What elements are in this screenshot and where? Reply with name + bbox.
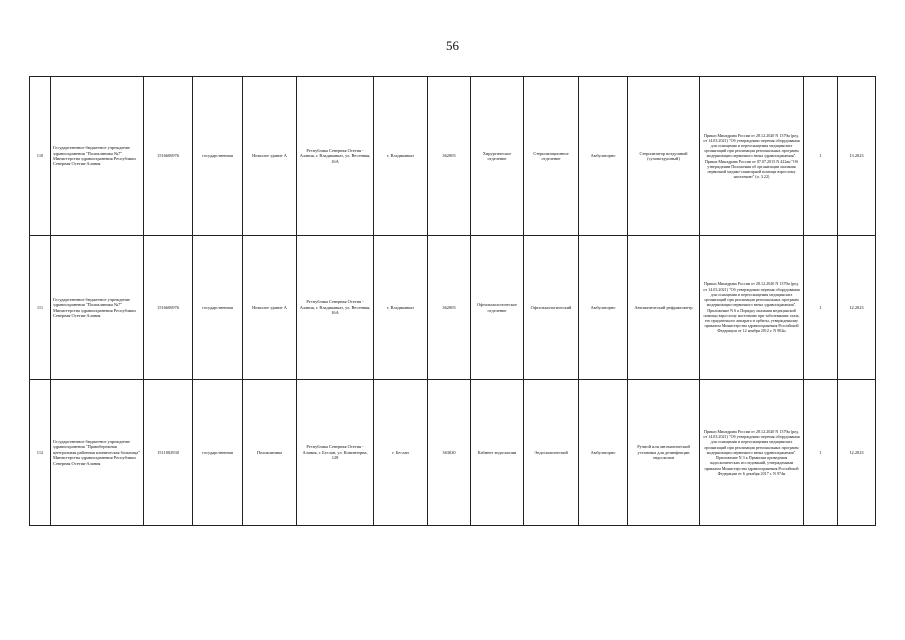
org-name: Государственное бюджетное учреждение здравоохранения "Правобережная центральная районная клиническая больница" Министерства здравоохранения Республики Северная Осетия-Алания <box>51 380 144 526</box>
equipment: Ручной или автоматический установка для дезинфекции эндоскопов <box>628 380 700 526</box>
quantity: 1 <box>804 77 838 236</box>
requirements: Приказ Минздрава России от 28.12.2020 N 1379н (ред. от 14.03.2021) "Об утверждении перечня оборудования для оснащения и переоснащения медицинских организаций при реализации региональных программ модернизации первичного звена здравоохранения". Приложение N 6 к Порядку оказания медицинской помощи взрослому населению при заболеваниях глаза, его придаточного аппарата и орбиты, утвержденному приказом Министерства здравоохранения Российской Федерации от 12 ноября 2012 г. N 902н <box>700 236 804 380</box>
unit: Хирургическое отделение <box>471 77 524 236</box>
location: Эндоскопический <box>524 380 579 526</box>
ownership: государственная <box>193 380 243 526</box>
equipment-table <box>29 76 876 526</box>
date: 12.2023 <box>838 380 876 526</box>
org-name: Государственное бюджетное учреждение здравоохранения "Поликлиника №7" Министерства здравоохранения Республики Северная Осетия-Алания <box>51 77 144 236</box>
quantity: 1 <box>804 236 838 380</box>
address: Республика Северная Осетия - Алания, г. Владикавказ, ул. Весенняя, 16А <box>297 236 374 380</box>
postal-code: 362003 <box>428 77 471 236</box>
building-type: Нежилое здание А <box>243 236 297 380</box>
address: Республика Северная Осетия - Алания, г. Владикавказ, ул. Весенняя, 16А <box>297 77 374 236</box>
address: Республика Северная Осетия - Алания, г. Беслан, ул. Коминтерна, 128 <box>297 380 374 526</box>
postal-code: 363020 <box>428 380 471 526</box>
requirements: Приказ Минздрава России от 28.12.2020 N 1379н (ред. от 14.03.2021) "Об утверждении перечня оборудования для оснащения и переоснащения медицинских организаций при реализации региональных программ модернизации первичного звена здравоохранения". Приложение N 3 к Правилам проведения эндоскопических исследований, утвержденным приказом Министерства здравоохранения Российской Федерации от 6 декабря 2017 г. N 974н <box>700 380 804 526</box>
unit: Кабинет эндоскопии <box>471 380 524 526</box>
inn: 1516606976 <box>144 236 193 380</box>
equipment: Автоматический рефрактометр <box>628 236 700 380</box>
requirements: Приказ Минздрава России от 28.12.2020 N 1379н (ред. от 14.03.2021) "Об утверждении перечня оборудования для оснащения и переоснащения медицинских организаций при реализации региональных программ модернизации первичного звена здравоохранения". Приказ Минздрава России от 07.07.2015 N 422ан "Об утверждении Положения об организации оказания первичной медико-санитарной помощи взрослому населению" (п. 3.22) <box>700 77 804 236</box>
date: 12.2023 <box>838 236 876 380</box>
condition: Амбулаторно <box>579 380 628 526</box>
unit: Офтальмологическое отделение <box>471 236 524 380</box>
page-number: 56 <box>446 38 459 53</box>
table-row <box>30 77 876 236</box>
city: г. Владикавказ <box>374 77 428 236</box>
quantity: 1 <box>804 380 838 526</box>
city: г. Владикавказ <box>374 236 428 380</box>
postal-code: 362003 <box>428 236 471 380</box>
row-number: 112 <box>30 380 51 526</box>
inn: 1516606976 <box>144 77 193 236</box>
location: Офтальмологический <box>524 236 579 380</box>
condition: Амбулаторно <box>579 236 628 380</box>
ownership: государственная <box>193 236 243 380</box>
condition: Амбулаторно <box>579 77 628 236</box>
building-type: Нежилое здание А <box>243 77 297 236</box>
ownership: государственная <box>193 77 243 236</box>
table-row <box>30 380 876 526</box>
equipment: Стерилизатор воздушный (суховоздушный) <box>628 77 700 236</box>
location: Стерилизационное отделение <box>524 77 579 236</box>
table-row <box>30 236 876 380</box>
row-number: 111 <box>30 236 51 380</box>
city: г. Беслан <box>374 380 428 526</box>
inn: 1511002930 <box>144 380 193 526</box>
row-number: 110 <box>30 77 51 236</box>
date: 13.2023 <box>838 77 876 236</box>
org-name: Государственное бюджетное учреждение здравоохранения "Поликлиника №7" Министерства здравоохранения Республики Северная Осетия-Алания <box>51 236 144 380</box>
building-type: Поликлиника <box>243 380 297 526</box>
